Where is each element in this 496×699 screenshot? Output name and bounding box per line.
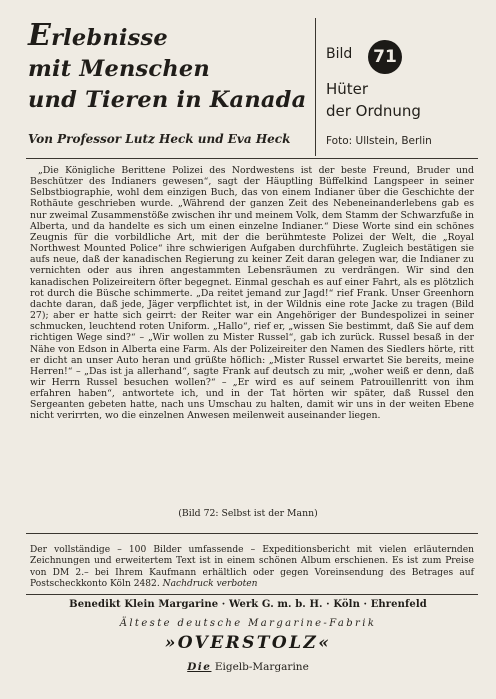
factory-claim: Älteste deutsche Margarine-Fabrik bbox=[119, 618, 377, 629]
tagline-rest: Eigelb-Margarine bbox=[214, 661, 309, 673]
title-line-1: Erlebnisse bbox=[28, 18, 168, 53]
card-header bbox=[26, 18, 478, 158]
title-line-2: mit Menschen bbox=[28, 56, 210, 82]
album-notice-text: Der vollständige – 100 Bilder umfassende – Expeditionsbericht mit vielen erläuternden Zeichnungen und erweitertem Text ist in einem schönen Album erschienen. Es ist zum Preise von DM 2.– bei Ihrem Kaufmann erhältlich oder gegen Voreinsendung des Betrages auf Postscheckkonto Köln 2482. bbox=[30, 545, 474, 589]
footer-rule-bottom bbox=[26, 594, 478, 595]
subject-line-1: Hüter bbox=[326, 80, 369, 98]
series-title bbox=[28, 20, 318, 116]
story-paragraph: „Die Königliche Berittene Polizei des Nordwestens ist der beste Freund, Bruder und Beschützer des Indianers gewesen“, sagt der Häuptling Büffelkind Langspeer in seiner Selbstbiographie, wohl dem einzigen Buch, das von einem Indianer über die Geschichte der Rothäute geschrieben wurde. „Während der ganzen Zeit des Nebeneinanderlebens gab es nur zweimal Zusammenstöße zwischen ihr und meinem Volk, dem Stamm der Schwarzfuße in Alberta, und da handelte es sich um einen einzelne Indianer.“ Diese Worte sind ein schönes Zeugnis für die vorbildliche Art, mit der die berühmteste Polizei der Welt, die „Royal Northwest Mounted Police“ ihre schwierigen Aufgaben durchführte. Zugleich bestätigen sie aufs neue, daß der kanadischen Regierung zu keiner Zeit daran gelegen war, die Indianer zu vernichten oder aus ihren angestammten Lebensräumen zu verdrängen. Wir sind den kanadischen Polizeireitern öfter begegnet. Einmal geschah es auf einer Fahrt, als es plötzlich rot durch die Büsche schimmerte. „Da reitet jemand zur Jagd!“ rief Frank. Unser Greenhorn dachte daran, daß jede, Jäger verpflichtet ist, in der Wildnis eine rote Jacke zu tragen (Bild 27); aber er hatte sich geirrt: der Reiter war ein Angehöriger der Bundespolizei in seiner schmucken, leuchtend roten Uniform. „Hallo“, rief er, „wissen Sie bestimmt, daß Sie auf dem richtigen Wege sind?“ – „Wir wollen zu Mister Russel“, gab ich zurück. Russel besaß in der Nähe von Edson in Alberta eine Farm. Als der Polizeireiter den Namen des Siedlers hörte, ritt er dicht an unser Auto heran und grüßte höflich: „Mister Russel erwartet Sie bereits, meine Herren!“ – „Das ist ja allerhand“, sagte Frank auf deutsch zu mir, „woher weiß er denn, daß wir Herrn Russel besuchen wollen?“ – „Er wird es auf seinem Patrouillenritt von ihm erfahren haben“, antwortete ich, und in der Tat hörten wir später, daß Russel den Sergeanten gebeten hatte, nach uns Umschau zu halten, damit wir uns in der weiten Ebene nicht verirrten, wo die einzelnen Anwesen meilenweit auseinander liegen. bbox=[30, 165, 474, 422]
album-notice bbox=[30, 545, 474, 590]
tagline-die: Die bbox=[187, 661, 212, 673]
brand-tagline bbox=[0, 661, 496, 673]
next-picture-caption: (Bild 72: Selbst ist der Mann) bbox=[178, 508, 318, 519]
authors-byline: Von Professor Lutz Heck und Eva Heck bbox=[28, 132, 291, 146]
title-line-3: und Tieren in Kanada bbox=[28, 87, 307, 113]
header-divider bbox=[315, 18, 316, 156]
footer-rule-top bbox=[26, 533, 478, 534]
company-name: Benedikt Klein Margarine · Werk G. m. b. H. · Köln · Ehrenfeld bbox=[69, 599, 427, 610]
card-subject bbox=[326, 78, 421, 122]
bild-label: Bild bbox=[326, 46, 353, 62]
header-rule bbox=[26, 158, 478, 159]
story-text bbox=[30, 165, 474, 422]
brand-logo-text: »OVERSTOLZ« bbox=[164, 633, 332, 653]
subject-line-2: der Ordnung bbox=[326, 102, 421, 120]
bild-number-badge: 71 bbox=[368, 40, 402, 74]
reprint-notice: Nachdruck verboten bbox=[162, 578, 258, 589]
photo-credit: Foto: Ullstein, Berlin bbox=[326, 135, 432, 147]
